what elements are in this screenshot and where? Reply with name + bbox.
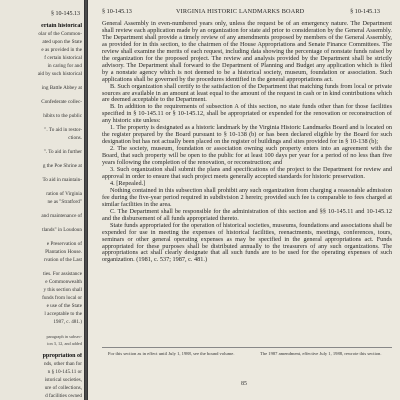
left-page-line: ". To aid in further	[43, 149, 82, 155]
left-page-line: ppropriation of	[42, 353, 82, 359]
statute-paragraph: C. The Department shall be responsible for the administration of this section and §§ 10-145.11 and 10-145.12 and the disbursement of all funds appropriated thereto.	[102, 207, 392, 222]
left-page-line: ertain historical	[41, 23, 82, 29]
left-page-line: 1987, c. 481.)	[53, 319, 82, 325]
left-page-line: ctions.	[68, 135, 82, 141]
left-page-line: g the Poe Shrine at	[42, 163, 82, 169]
left-page-line: Plantation House.	[45, 249, 82, 255]
statute-paragraph: General Assembly in even-numbered years only, unless the request be of an emergency nature. The Department shall review each application made by an organization for state aid prior to consideration by the General Assembly. The Department shall provide a timely review of any amendments proposed by members of the General Assembly, as provided for in this section, to the chairmen of the House Appropriations and Senate Finance Committees. The review shall examine the merits of each request, including data showing the percentage of nonstate funds raised by the organization for the proposed project. The review and analysis provided by the Department shall be strictly advisory. The Department shall forward to the Department of Planning and Budget any application which is filed by a nonstate agency which is not deemed to be a historical society, museum, foundation or association. Such applications shall be governed by the procedures identified in the general appropriations act.	[102, 20, 392, 83]
statute-paragraph: 4. [Repealed.]	[110, 179, 146, 187]
left-page-line: To aid in maintain-	[42, 177, 82, 183]
left-page-line: d facilities owned	[45, 393, 82, 399]
left-page-line: ne as "Stratford"	[47, 199, 82, 205]
left-page-line: ration of Virginia	[46, 191, 82, 197]
left-page-line: n § 10-145.11 or	[47, 369, 82, 375]
statute-paragraph: B. In addition to the requirements of subsection A of this section, no state funds other than for those facilities specified in § 10-145.11 or § 10-145.12, shall be appropriated or expended for the renovation or reconstruction of any historic site unless:	[102, 103, 392, 125]
left-page-line: e Commonwealth	[45, 279, 82, 285]
left-page-line: rvation of the Last	[43, 257, 82, 263]
header-section-left: § 10-145.13	[102, 8, 132, 15]
left-page-line: ated upon the State	[42, 39, 82, 45]
left-page-line: Confederate collec-	[41, 99, 82, 105]
left-page-line: tlands" in Loudoun	[42, 227, 82, 233]
left-page-line: l acceptable to the	[44, 311, 82, 317]
left-page-line: olar of the Common-	[38, 31, 82, 37]
left-page-line: ". To aid in restor-	[44, 127, 82, 133]
left-page-line: and maintenance of	[41, 213, 82, 219]
left-page-line: e Preservation of	[46, 241, 82, 247]
statute-paragraph: Nothing contained in this subsection shall prohibit any such organization from charging a reasonable admission fee during the five-year period required in subdivision 2 herein; provided such fee is comparable to fees charged at similar facilities in the area.	[102, 186, 392, 208]
statute-paragraph: 2. The society, museum, foundation or association owning such property enters into an agreement with the Board, that such property will be open to the public for at least 100 days per year for a period of no less than five years following the completion of the renovation, or reconstruction; and	[102, 145, 392, 167]
header-section-right: § 10-145.13	[350, 8, 380, 15]
left-page	[0, 0, 84, 400]
left-page-line: funds from local or	[42, 295, 82, 301]
left-page-line: ion 3, 12, and added	[47, 341, 82, 346]
right-page	[88, 0, 400, 400]
left-page-line: ties. For assistance	[42, 271, 82, 277]
left-page-line: ure of collections,	[44, 385, 82, 391]
left-page-line: ing Battle Abbey at	[41, 85, 82, 91]
statute-paragraph: State funds appropriated for the operation of historical societies, museums, foundations and associations shall be expended for use in meeting the expenses of historical facilities, reenactments, meetings, conferences, tours, seminars or other general operating expenses as may be specified in the general appropriations act. Funds appropriated for these purposes shall be distributed annually to the treasurers of any such organizations. The appropriations act shall clearly designate that all such funds are to be used for the operating expenses of such organization. (1981, c. 537; 1987, c. 481.)	[102, 221, 392, 264]
footnote-right: The 1987 amendment, effective July 1, 1988, rewrote this section.	[260, 351, 382, 356]
left-page-line: aid by such historical	[37, 71, 82, 77]
page-number: 85	[241, 381, 247, 387]
footnotes	[102, 347, 392, 364]
statute-paragraph: 3. Such organization shall submit the plans and specifications of the project to the Department for review and approval in order to ensure that such project meets generally accepted standards for historic preservation.	[102, 166, 392, 180]
left-page-line: e as provided in the	[41, 47, 82, 53]
left-page-line: in caring for and	[47, 63, 82, 69]
statute-body	[102, 21, 392, 264]
statute-paragraph: B. Such organization shall certify to the satisfaction of the Department that matching funds from local or private sources are available in an amount at least equal to the amount of the request in cash or in kind contributions which are deemed acceptable to the Department.	[102, 82, 392, 104]
left-page-line: f certain historical	[44, 55, 82, 61]
left-page-line: paragraph in subsec-	[46, 334, 82, 339]
footnote-left: For this section as in effect until July 1, 1988, see the bound volume.	[108, 351, 235, 356]
left-page-line: e use of the State	[46, 303, 82, 309]
left-page-line: y this section shall	[43, 287, 82, 293]
left-page-header: § 10-145.13	[51, 11, 80, 17]
left-page-line: nds, other than for	[43, 361, 82, 367]
statute-paragraph: 1. The property is designated as a historic landmark by the Virginia Historic Landmarks Board and is located on the register prepared by the Board pursuant to § 10-138 (b) or has been declared eligible by the Board for such designation but has not actually been placed on the register of buildings and sites provided for in § 10-138 (b);	[102, 124, 392, 146]
left-page-line: hibits to the public	[43, 113, 82, 119]
left-page-line: istorical societies,	[44, 377, 82, 383]
header-title: VIRGINIA HISTORIC LANDMARKS BOARD	[176, 8, 305, 15]
running-header	[88, 8, 400, 18]
